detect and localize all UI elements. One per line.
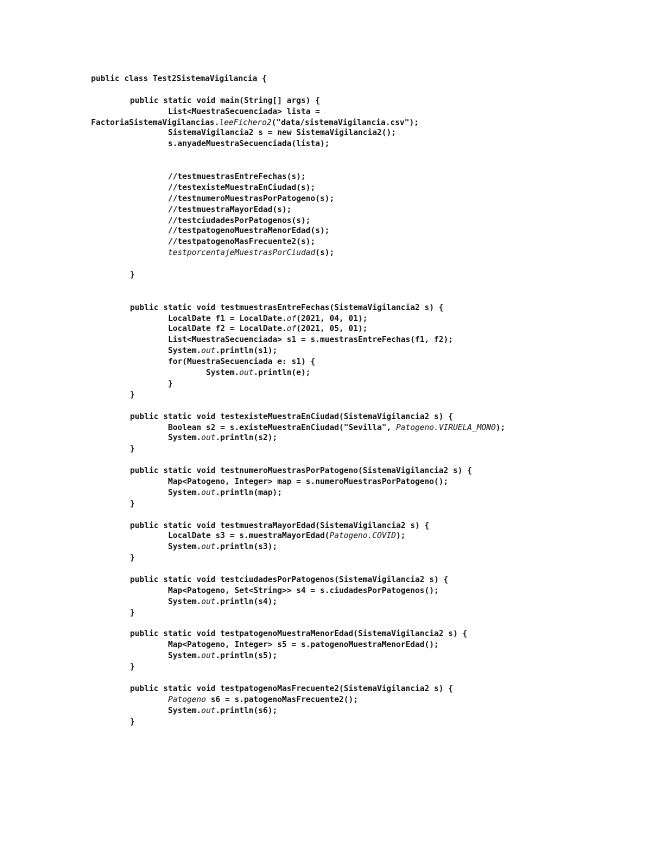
code-token: SistemaVigilancia2 s = new SistemaVigilancia2(); — [168, 128, 397, 138]
code-token-italic: leeFichero2 — [219, 117, 272, 127]
code-token: .println(e); — [253, 368, 311, 378]
code-line — [0, 205, 655, 216]
code-line — [0, 226, 655, 237]
code-line — [0, 357, 655, 368]
code-token: .println(s2); — [215, 433, 278, 443]
code-line — [0, 706, 655, 717]
code-token-italic: out — [201, 346, 216, 356]
code-token-italic: out — [201, 433, 216, 443]
code-token-italic: of — [286, 313, 297, 323]
code-token: //testpatogenoMuestraMenorEdad(s); — [168, 226, 330, 236]
code-token-italic: testporcentajeMuestrasPorCiudad — [168, 248, 316, 258]
code-line — [0, 107, 655, 118]
code-token: LocalDate f2 = LocalDate. — [168, 324, 287, 334]
code-token-italic: of — [286, 324, 297, 334]
code-token: s.anyadeMuestraSecuenciada(lista); — [168, 139, 330, 149]
code-token: ); — [396, 531, 406, 541]
code-token: .println(s6); — [215, 705, 278, 715]
code-token: List<MuestraSecuenciada> s1 = s.muestrasEntreFechas(f1, f2); — [168, 335, 454, 345]
code-token: ); — [495, 422, 506, 432]
code-line — [0, 128, 655, 139]
code-token-italic: out — [201, 487, 216, 497]
code-token: Boolean s2 = s.existeMuestraEnCiudad("Sevilla", — [168, 422, 397, 432]
code-token: for(MuestraSecuenciada e: s1) { — [168, 357, 316, 367]
code-token: } — [130, 498, 135, 508]
code-line — [0, 553, 655, 564]
code-token-italic: Patogeno.COVID — [329, 531, 397, 541]
code-token: System. — [168, 542, 202, 552]
code-token: public static void testexisteMuestraEnCiudad(SistemaVigilancia2 s) { — [130, 411, 454, 421]
code-token-italic: Patogeno.VIRUELA_MONO — [396, 422, 496, 432]
code-line — [0, 139, 655, 150]
code-token: System. — [168, 487, 202, 497]
code-line — [0, 466, 655, 477]
code-line — [0, 281, 655, 292]
code-token: .println(s3); — [215, 542, 278, 552]
code-line — [0, 477, 655, 488]
code-token: //testnumeroMuestrasPorPatogeno(s); — [168, 193, 335, 203]
code-token: System. — [168, 346, 202, 356]
code-token: //testexisteMuestraEnCiudad(s); — [168, 182, 316, 192]
code-token-italic: out — [201, 651, 216, 661]
code-line — [0, 346, 655, 357]
code-token: .println(s5); — [215, 651, 278, 661]
code-token: //testmuestrasEntreFechas(s); — [168, 172, 306, 182]
code-line — [0, 324, 655, 335]
code-line — [0, 270, 655, 281]
code-token-italic: out — [201, 705, 216, 715]
code-token: LocalDate f1 = LocalDate. — [168, 313, 287, 323]
code-line — [0, 608, 655, 619]
code-token-italic: Patogeno — [168, 694, 207, 704]
code-token: Map<Patogeno, Integer> map = s.numeroMuestrasPorPatogeno(); — [168, 476, 449, 486]
code-token: } — [130, 553, 135, 563]
code-token: } — [130, 607, 135, 617]
code-token: .println(s4); — [215, 596, 278, 606]
code-line — [0, 651, 655, 662]
code-line — [0, 248, 655, 259]
code-token: .println(s1); — [215, 346, 278, 356]
code-token: s6 = s.patogenoMasFrecuente2(); — [206, 694, 359, 704]
code-token: (2021, 05, 01); — [296, 324, 368, 334]
code-token: } — [130, 662, 135, 672]
code-token: LocalDate s3 = s.muestraMayorEdad( — [168, 531, 330, 541]
code-line — [0, 183, 655, 194]
code-token: System. — [168, 705, 202, 715]
code-line — [0, 423, 655, 434]
code-token: public static void main(String[] args) { — [130, 95, 321, 105]
code-line — [0, 444, 655, 455]
code-line — [0, 368, 655, 379]
code-line — [0, 96, 655, 107]
code-line — [0, 335, 655, 346]
code-line — [0, 150, 655, 161]
code-line — [0, 521, 655, 532]
code-token: List<MuestraSecuenciada> lista = — [168, 106, 321, 116]
code-line — [0, 684, 655, 695]
code-line — [0, 390, 655, 401]
code-token: public class Test2SistemaVigilancia { — [91, 74, 267, 83]
code-line — [0, 488, 655, 499]
code-token: System. — [168, 651, 202, 661]
code-line — [0, 161, 655, 172]
code-line — [0, 619, 655, 630]
code-line — [0, 194, 655, 205]
code-line — [0, 314, 655, 325]
code-line — [0, 303, 655, 314]
code-token: System. — [206, 368, 240, 378]
code-line — [0, 673, 655, 684]
code-token: } — [130, 389, 135, 399]
code-token: //testpatogenoMasFrecuente2(s); — [168, 237, 316, 247]
code-token: } — [130, 270, 135, 280]
code-line — [0, 542, 655, 553]
code-token: //testmuestraMayorEdad(s); — [168, 204, 292, 214]
code-token: public static void testpatogenoMasFrecuente2(SistemaVigilancia2 s) { — [130, 683, 454, 693]
code-line — [0, 531, 655, 542]
code-line — [0, 629, 655, 640]
code-line — [0, 412, 655, 423]
code-line — [0, 237, 655, 248]
code-line — [0, 259, 655, 270]
code-line — [0, 695, 655, 706]
code-token-italic: out — [201, 542, 216, 552]
code-token: Map<Patogeno, Integer> s5 = s.patogenoMuestraMenorEdad(); — [168, 640, 439, 650]
code-line — [0, 433, 655, 444]
code-line — [0, 640, 655, 651]
code-listing — [0, 74, 655, 727]
code-line — [0, 216, 655, 227]
code-token: (s); — [315, 248, 335, 258]
code-token: System. — [168, 433, 202, 443]
code-token: (2021, 04, 01); — [296, 313, 368, 323]
code-token: } — [130, 716, 135, 726]
code-token: Map<Patogeno, Set<String>> s4 = s.ciudadesPorPatogenos(); — [168, 585, 439, 595]
code-token-italic: out — [201, 596, 216, 606]
code-line — [0, 118, 655, 129]
code-line — [0, 401, 655, 412]
code-token: } — [168, 378, 173, 388]
code-token: public static void testnumeroMuestrasPorPatogeno(SistemaVigilancia2 s) { — [130, 466, 473, 476]
code-line — [0, 455, 655, 466]
code-token: .println(map); — [215, 487, 283, 497]
code-line — [0, 586, 655, 597]
code-token-italic: out — [239, 368, 254, 378]
code-line — [0, 74, 655, 85]
code-token: public static void testmuestrasEntreFechas(SistemaVigilancia2 s) { — [130, 302, 444, 312]
code-line — [0, 662, 655, 673]
code-line — [0, 172, 655, 183]
code-token: public static void testciudadesPorPatogenos(SistemaVigilancia2 s) { — [130, 574, 449, 584]
code-token: System. — [168, 596, 202, 606]
code-token: //testciudadesPorPatogenos(s); — [168, 215, 311, 225]
code-token: public static void testpatogenoMuestraMenorEdad(SistemaVigilancia2 s) { — [130, 629, 468, 639]
code-line — [0, 510, 655, 521]
code-line — [0, 85, 655, 96]
code-line — [0, 379, 655, 390]
code-token: } — [130, 444, 135, 454]
code-line — [0, 499, 655, 510]
code-token: public static void testmuestraMayorEdad(SistemaVigilancia2 s) { — [130, 520, 430, 530]
code-line — [0, 717, 655, 728]
code-line — [0, 292, 655, 303]
code-token: FactoriaSistemaVigilancias. — [91, 117, 220, 127]
code-line — [0, 564, 655, 575]
code-line — [0, 575, 655, 586]
code-line — [0, 597, 655, 608]
code-token: ("data/sistemaVigilancia.csv"); — [271, 117, 419, 127]
